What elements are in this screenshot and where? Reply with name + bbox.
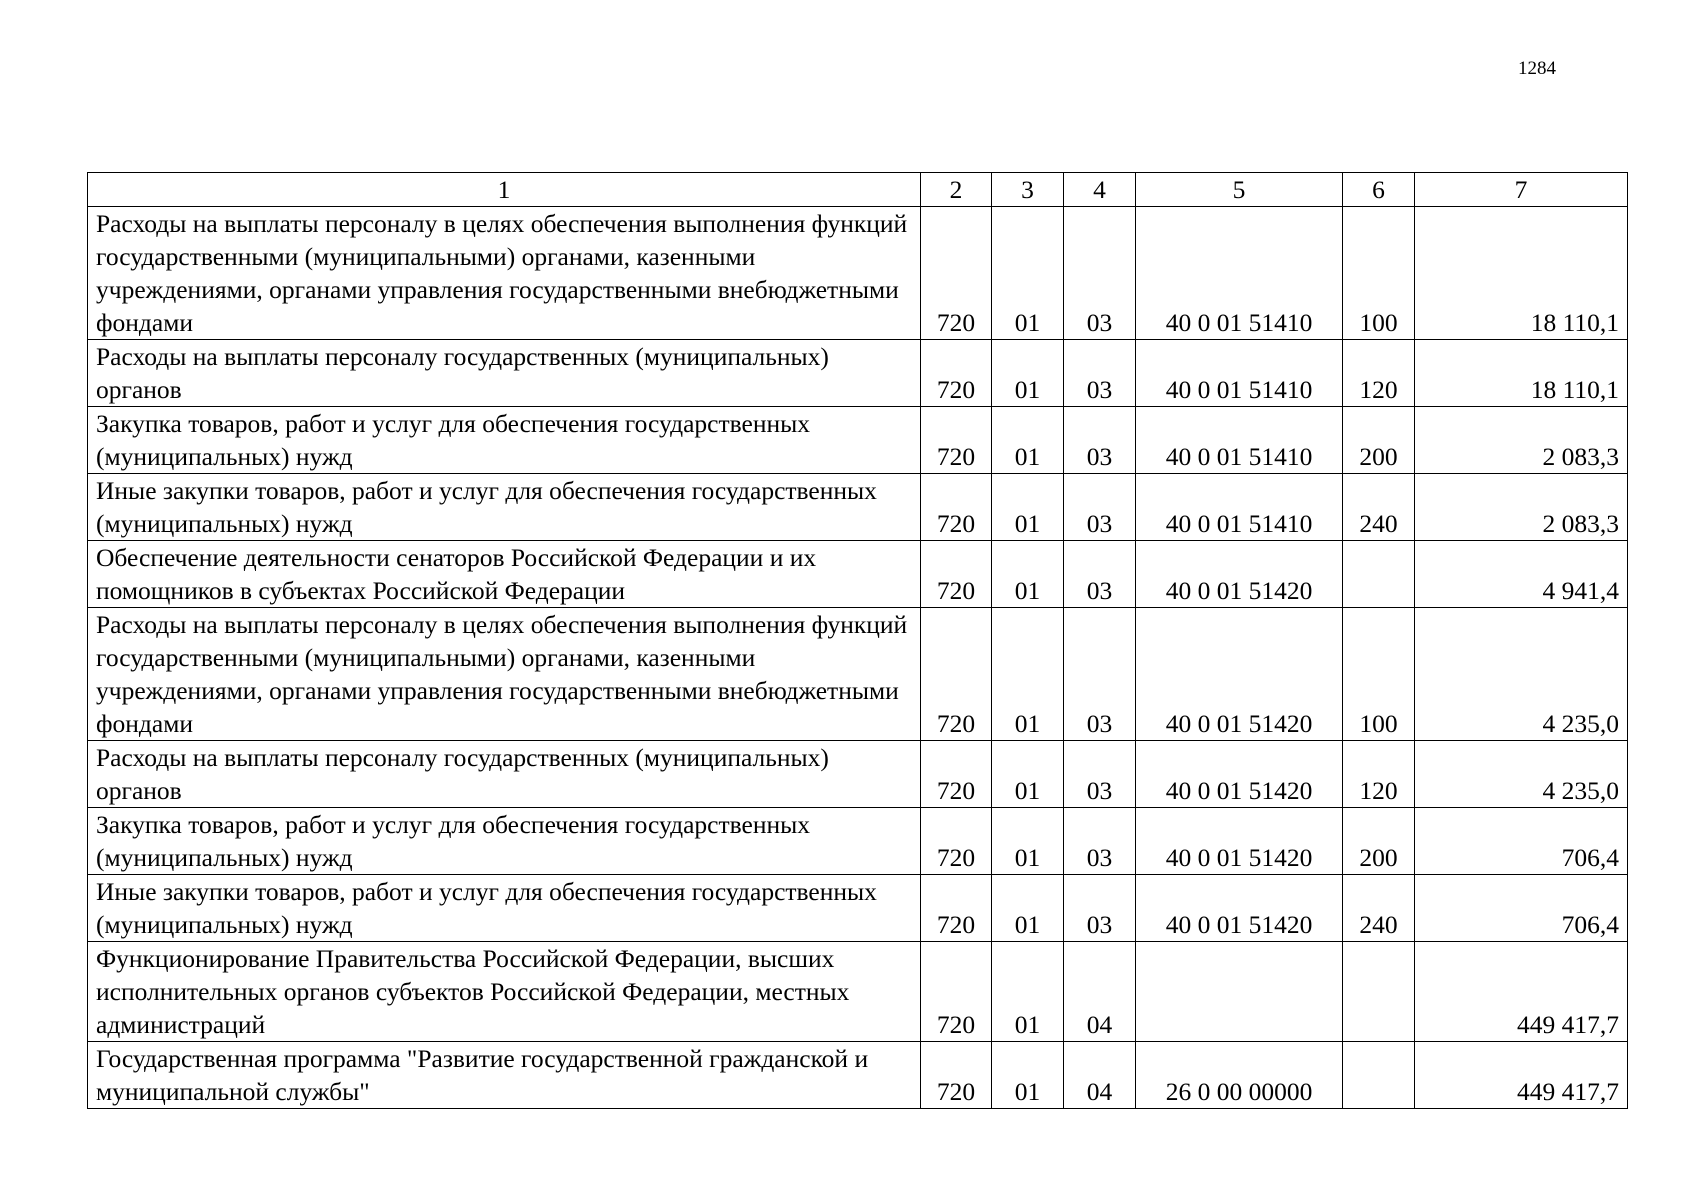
table-row xyxy=(88,808,1628,875)
expense-name: Обеспечение деятельности сенаторов Российской Федерации и их помощников в субъектах Российской Федерации xyxy=(88,541,921,608)
expense-type-code: 200 xyxy=(1343,407,1415,474)
table-row xyxy=(88,608,1628,741)
table-row xyxy=(88,1042,1628,1109)
subsection-code: 03 xyxy=(1064,407,1136,474)
ministry-code: 720 xyxy=(921,942,992,1042)
amount: 4 235,0 xyxy=(1415,608,1628,741)
ministry-code: 720 xyxy=(921,340,992,407)
expense-type-code: 120 xyxy=(1343,741,1415,808)
subsection-code: 03 xyxy=(1064,808,1136,875)
ministry-code: 720 xyxy=(921,1042,992,1109)
table-body xyxy=(88,207,1628,1109)
target-article-code: 40 0 01 51420 xyxy=(1136,741,1343,808)
table-row xyxy=(88,942,1628,1042)
expense-type-code: 120 xyxy=(1343,340,1415,407)
table-row xyxy=(88,340,1628,407)
ministry-code: 720 xyxy=(921,541,992,608)
amount: 706,4 xyxy=(1415,875,1628,942)
target-article-code: 40 0 01 51420 xyxy=(1136,875,1343,942)
expense-name: Расходы на выплаты персоналу государственных (муниципальных) органов xyxy=(88,741,921,808)
table-row xyxy=(88,407,1628,474)
ministry-code: 720 xyxy=(921,407,992,474)
target-article-code: 40 0 01 51410 xyxy=(1136,340,1343,407)
subsection-code: 04 xyxy=(1064,942,1136,1042)
expense-name: Государственная программа "Развитие государственной гражданской и муниципальной службы" xyxy=(88,1042,921,1109)
target-article-code: 26 0 00 00000 xyxy=(1136,1042,1343,1109)
column-header: 2 xyxy=(921,173,992,207)
expense-name: Расходы на выплаты персоналу в целях обеспечения выполнения функций государственными (муниципальными) органами, казенными учреждениями, органами управления государственными внебюджетными фондами xyxy=(88,207,921,340)
section-code: 01 xyxy=(992,608,1064,741)
table-row xyxy=(88,207,1628,340)
table-row xyxy=(88,474,1628,541)
expense-type-code xyxy=(1343,942,1415,1042)
target-article-code: 40 0 01 51410 xyxy=(1136,407,1343,474)
column-header: 4 xyxy=(1064,173,1136,207)
page-number: 1284 xyxy=(1518,58,1556,79)
subsection-code: 04 xyxy=(1064,1042,1136,1109)
subsection-code: 03 xyxy=(1064,207,1136,340)
ministry-code: 720 xyxy=(921,474,992,541)
expense-name: Иные закупки товаров, работ и услуг для обеспечения государственных (муниципальных) нужд xyxy=(88,474,921,541)
table-row xyxy=(88,741,1628,808)
expense-type-code: 100 xyxy=(1343,207,1415,340)
section-code: 01 xyxy=(992,207,1064,340)
amount: 449 417,7 xyxy=(1415,1042,1628,1109)
section-code: 01 xyxy=(992,942,1064,1042)
section-code: 01 xyxy=(992,474,1064,541)
amount: 2 083,3 xyxy=(1415,474,1628,541)
expense-type-code: 200 xyxy=(1343,808,1415,875)
amount: 449 417,7 xyxy=(1415,942,1628,1042)
subsection-code: 03 xyxy=(1064,608,1136,741)
target-article-code: 40 0 01 51410 xyxy=(1136,474,1343,541)
expense-name: Закупка товаров, работ и услуг для обеспечения государственных (муниципальных) нужд xyxy=(88,808,921,875)
expense-type-code: 240 xyxy=(1343,474,1415,541)
target-article-code: 40 0 01 51420 xyxy=(1136,541,1343,608)
ministry-code: 720 xyxy=(921,207,992,340)
section-code: 01 xyxy=(992,541,1064,608)
target-article-code xyxy=(1136,942,1343,1042)
amount: 18 110,1 xyxy=(1415,207,1628,340)
section-code: 01 xyxy=(992,875,1064,942)
expense-name: Функционирование Правительства Российской Федерации, высших исполнительных органов субъектов Российской Федерации, местных администраций xyxy=(88,942,921,1042)
subsection-code: 03 xyxy=(1064,741,1136,808)
amount: 2 083,3 xyxy=(1415,407,1628,474)
section-code: 01 xyxy=(992,407,1064,474)
amount: 706,4 xyxy=(1415,808,1628,875)
column-header: 1 xyxy=(88,173,921,207)
column-header: 6 xyxy=(1343,173,1415,207)
column-header: 3 xyxy=(992,173,1064,207)
amount: 4 235,0 xyxy=(1415,741,1628,808)
column-header: 7 xyxy=(1415,173,1628,207)
target-article-code: 40 0 01 51420 xyxy=(1136,808,1343,875)
table-header-row xyxy=(88,173,1628,207)
target-article-code: 40 0 01 51420 xyxy=(1136,608,1343,741)
subsection-code: 03 xyxy=(1064,541,1136,608)
expense-type-code: 100 xyxy=(1343,608,1415,741)
section-code: 01 xyxy=(992,808,1064,875)
budget-table xyxy=(87,172,1628,1109)
expense-name: Закупка товаров, работ и услуг для обеспечения государственных (муниципальных) нужд xyxy=(88,407,921,474)
ministry-code: 720 xyxy=(921,875,992,942)
section-code: 01 xyxy=(992,741,1064,808)
expense-type-code: 240 xyxy=(1343,875,1415,942)
amount: 18 110,1 xyxy=(1415,340,1628,407)
column-header: 5 xyxy=(1136,173,1343,207)
ministry-code: 720 xyxy=(921,808,992,875)
subsection-code: 03 xyxy=(1064,474,1136,541)
expense-name: Иные закупки товаров, работ и услуг для обеспечения государственных (муниципальных) нужд xyxy=(88,875,921,942)
expense-name: Расходы на выплаты персоналу в целях обеспечения выполнения функций государственными (муниципальными) органами, казенными учреждениями, органами управления государственными внебюджетными фондами xyxy=(88,608,921,741)
subsection-code: 03 xyxy=(1064,875,1136,942)
expense-type-code xyxy=(1343,1042,1415,1109)
ministry-code: 720 xyxy=(921,741,992,808)
target-article-code: 40 0 01 51410 xyxy=(1136,207,1343,340)
ministry-code: 720 xyxy=(921,608,992,741)
table-row xyxy=(88,541,1628,608)
amount: 4 941,4 xyxy=(1415,541,1628,608)
section-code: 01 xyxy=(992,1042,1064,1109)
section-code: 01 xyxy=(992,340,1064,407)
expense-name: Расходы на выплаты персоналу государственных (муниципальных) органов xyxy=(88,340,921,407)
subsection-code: 03 xyxy=(1064,340,1136,407)
expense-type-code xyxy=(1343,541,1415,608)
table-row xyxy=(88,875,1628,942)
